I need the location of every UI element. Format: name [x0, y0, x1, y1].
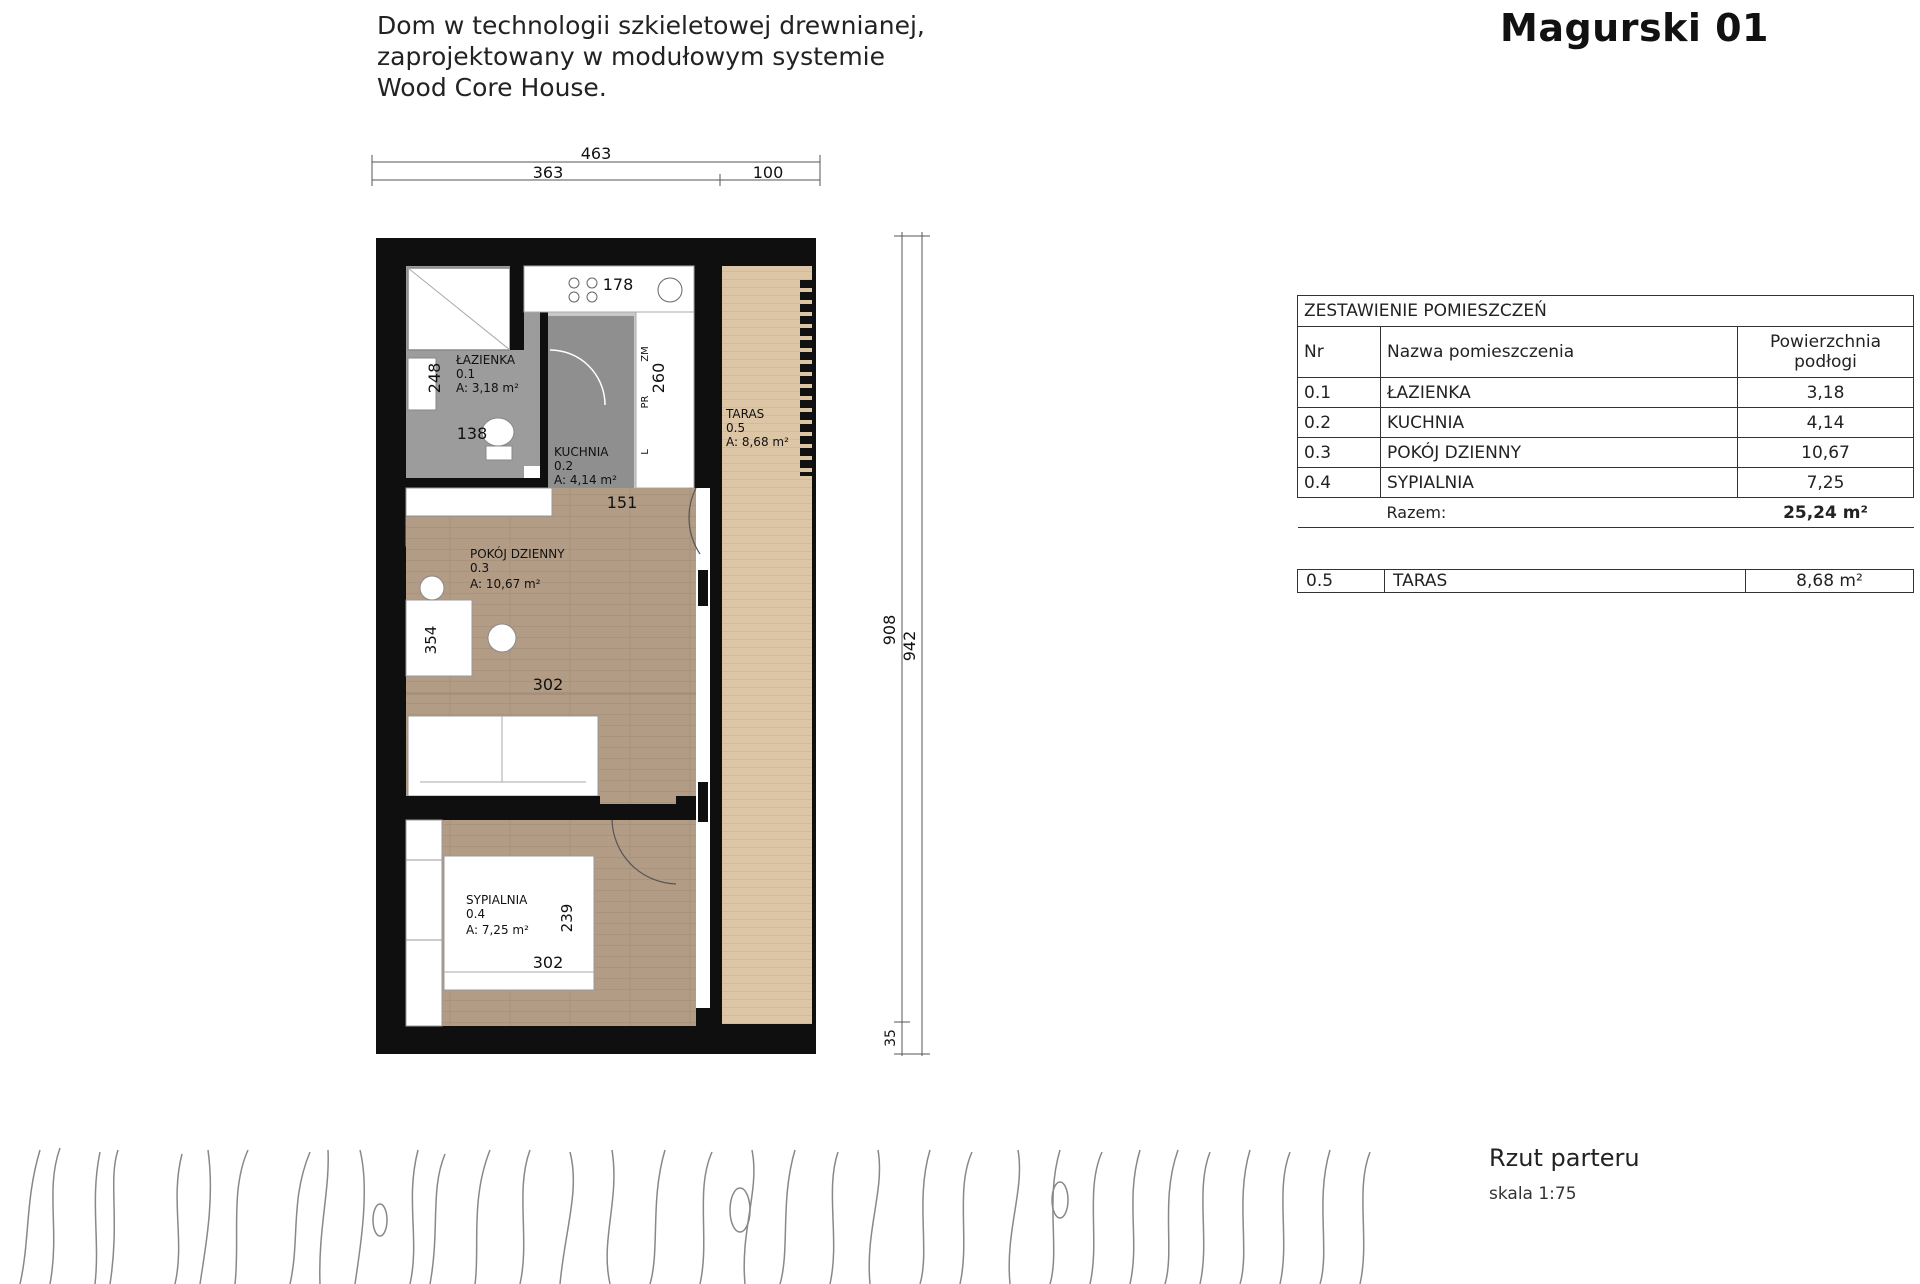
- svg-text:TARAS: TARAS: [726, 407, 765, 421]
- dim-corridor-w2: 151: [606, 493, 638, 512]
- table-heading-row: [1298, 296, 1914, 327]
- col-area: Powierzchnia podłogi: [1738, 327, 1914, 378]
- svg-text:0.2: 0.2: [554, 459, 574, 473]
- svg-text:KUCHNIA: KUCHNIA: [554, 445, 609, 459]
- description-line: Dom w technologii szkieletowej drewnianej,: [377, 11, 925, 40]
- svg-text:A: 8,68 m²: A: 8,68 m²: [726, 435, 789, 449]
- dim-kitchen-height: 260: [649, 362, 668, 394]
- svg-text:0.5: 0.5: [726, 421, 746, 435]
- rooms-table: [1297, 295, 1914, 528]
- total-value: 25,24 m²: [1738, 498, 1914, 528]
- marker-zm: ZM: [640, 346, 651, 362]
- svg-text:SYPIALNIA: SYPIALNIA: [466, 893, 528, 907]
- total-label: Razem:: [1381, 498, 1738, 528]
- dim-bed-h: 239: [558, 903, 576, 933]
- table-row: 0.3 POKÓJ DZIENNY 10,67: [1298, 438, 1914, 468]
- dim-total-width: 463: [580, 144, 612, 163]
- table-row: 0.5 TARAS 8,68 m²: [1298, 570, 1914, 593]
- svg-text:0.1: 0.1: [456, 367, 476, 381]
- svg-text:POKÓJ DZIENNY: POKÓJ DZIENNY: [470, 547, 565, 561]
- description-line: Wood Core House.: [377, 73, 607, 102]
- col-name: Nazwa pomieszczenia: [1381, 327, 1738, 378]
- window-strip: [696, 488, 710, 1008]
- dim-living-w: 302: [532, 675, 564, 694]
- dim-bath-width: 138: [456, 424, 488, 443]
- svg-text:ŁAZIENKA: ŁAZIENKA: [456, 353, 516, 367]
- table-heading: ZESTAWIENIE POMIESZCZEŃ: [1298, 296, 1914, 327]
- svg-text:A: 3,18 m²: A: 3,18 m²: [456, 381, 519, 395]
- dim-bed-w: 302: [532, 953, 564, 972]
- table-row: 0.1 ŁAZIENKA 3,18: [1298, 378, 1914, 408]
- dim-bottom-offset: 35: [883, 1029, 899, 1047]
- dim-outer-h1: 908: [880, 614, 899, 646]
- dim-width-part2: 100: [752, 163, 784, 182]
- dim-kitchen-top: 178: [602, 275, 634, 294]
- wood-grain-decoration: [0, 1140, 1400, 1284]
- svg-text:A: 7,25 m²: A: 7,25 m²: [466, 923, 529, 937]
- table-header-row: [1298, 327, 1914, 378]
- svg-text:A: 4,14 m²: A: 4,14 m²: [554, 473, 617, 487]
- sofa: [408, 716, 598, 796]
- svg-text:A: 10,67 m²: A: 10,67 m²: [470, 577, 541, 591]
- marker-pr: PR: [640, 395, 651, 409]
- col-nr: Nr: [1298, 327, 1381, 378]
- page-title: Magurski 01: [1500, 6, 1769, 50]
- caption-scale: skala 1:75: [1489, 1184, 1577, 1204]
- dim-bath-height: 248: [425, 362, 444, 394]
- table-row: 0.4 SYPIALNIA 7,25: [1298, 468, 1914, 498]
- total-row: [1298, 498, 1914, 528]
- interior-wall: [404, 796, 600, 820]
- table-row: 0.2 KUCHNIA 4,14: [1298, 408, 1914, 438]
- dim-outer-h2: 942: [900, 630, 919, 662]
- terrace-table: [1297, 569, 1914, 593]
- svg-text:0.4: 0.4: [466, 907, 486, 921]
- dim-width-part1: 363: [532, 163, 564, 182]
- marker-l: L: [640, 449, 651, 455]
- bedroom-wardrobe: [406, 820, 442, 1026]
- plan-caption: [1489, 1144, 1640, 1204]
- terrace-floor: [722, 266, 812, 1024]
- caption-title: Rzut parteru: [1489, 1144, 1640, 1172]
- dim-living-h: 354: [422, 625, 440, 655]
- svg-text:0.3: 0.3: [470, 561, 490, 575]
- description-line: zaprojektowany w modułowym systemie: [377, 42, 885, 71]
